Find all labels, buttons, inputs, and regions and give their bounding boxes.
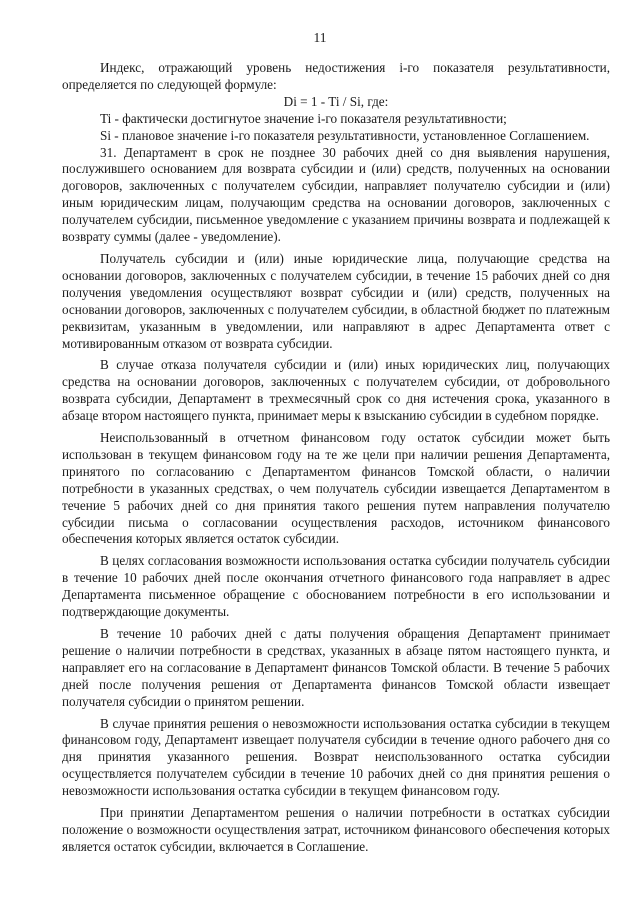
paragraph-si-definition: Si - плановое значение i-го показателя результативности, установленное Соглашением. bbox=[100, 127, 590, 143]
paragraph-impossibility: В случае принятия решения о невозможности использования остатка субсидии в текущем финансовом году, Департамент извещает получателя субсидии в течение одного рабочего дня со дня принятия указанного решения. Возврат неиспользованного остатка субсидии осуществляется получателем субсидии в течение 10 рабочих дней со дня принятия решения о невозможности использования остатка субсидии в текущем финансовом году. bbox=[62, 715, 610, 799]
paragraph-refusal: В случае отказа получателя субсидии и (или) иных юридических лиц, получающих средства на основании договоров, заключенных с получателем субсидии, от добровольного возврата субсидии, Департамент в трехмесячный срок со дня истечения срока, указанного в абзаце втором настоящего пункта, принимает меры к взысканию субсидии в судебном порядке. bbox=[62, 357, 610, 424]
document-body bbox=[62, 60, 610, 856]
formula: Di = 1 - Ti / Si, где: bbox=[283, 93, 389, 109]
page-number: 11 bbox=[313, 30, 327, 45]
paragraph-approval-request: В целях согласования возможности использования остатка субсидии получатель субсидии в течение 10 рабочих дней после окончания отчетного финансового года направляет в адрес Департамента письменное обращение с обоснованием потребности в его использовании и подтверждающие документы. bbox=[62, 553, 610, 620]
paragraph-index-intro: Индекс, отражающий уровень недостижения i-го показателя результативности, определяется по следующей формуле: bbox=[62, 60, 610, 92]
paragraph-decision-timeline: В течение 10 рабочих дней с даты получения обращения Департамент принимает решение о наличии потребности в средствах, указанных в абзаце пятом настоящего пункта, и направляет его на согласование в Департамент финансов Томской области. В течение 5 рабочих дней после получения решения от Департамента финансов Томской области извещает получателя субсидии о принятом решении. bbox=[62, 626, 610, 709]
paragraph-agreement-inclusion: При принятии Департаментом решения о наличии потребности в остатках субсидии положение о возможности осуществления затрат, источником финансового обеспечения которых является остаток субсидии, включается в Соглашение. bbox=[62, 805, 610, 854]
paragraph-recipient-return: Получатель субсидии и (или) иные юридические лица, получающие средства на основании договоров, заключенных с получателем субсидии, в течение 15 рабочих дней со дня получения уведомления осуществляют возврат субсидии и (или) средств, полученных на основании договоров, заключенных с получателем субсидии, в областной бюджет по платежным реквизитам, указанным в уведомлении, или направляют в адрес Департамента ответ с мотивированным отказом от возврата субсидии. bbox=[62, 250, 610, 351]
paragraph-unused-balance: Неиспользованный в отчетном финансовом году остаток субсидии может быть использован в текущем финансовом году на те же цели при наличии решения Департамента, принятого по согласованию с Департаментом финансов Томской области, о наличии потребности в указанных средствах, о чем получатель субсидии извещается Департаментом в течение 5 рабочих дней со дня принятия такого решения путем направления получателю субсидии письма о согласовании осуществления расходов, источником финансового обеспечения которых является остаток субсидии. bbox=[62, 430, 610, 547]
paragraph-ti-definition: Ti - фактически достигнутое значение i-го показателя результативности; bbox=[100, 110, 507, 126]
paragraph-item-31: 31. Департамент в срок не позднее 30 рабочих дней со дня выявления нарушения, послужившего основанием для возврата субсидии и (или) средств, полученных на основании договоров, заключенных с получателем субсидии, направляет получателю субсидии и (или) иным юридическим лицам, получающим средства на основании договоров, заключенных с получателем субсидии, письменное уведомление с указанием причины возврата и подлежащей к возврату суммы (далее - уведомление). bbox=[62, 144, 610, 245]
